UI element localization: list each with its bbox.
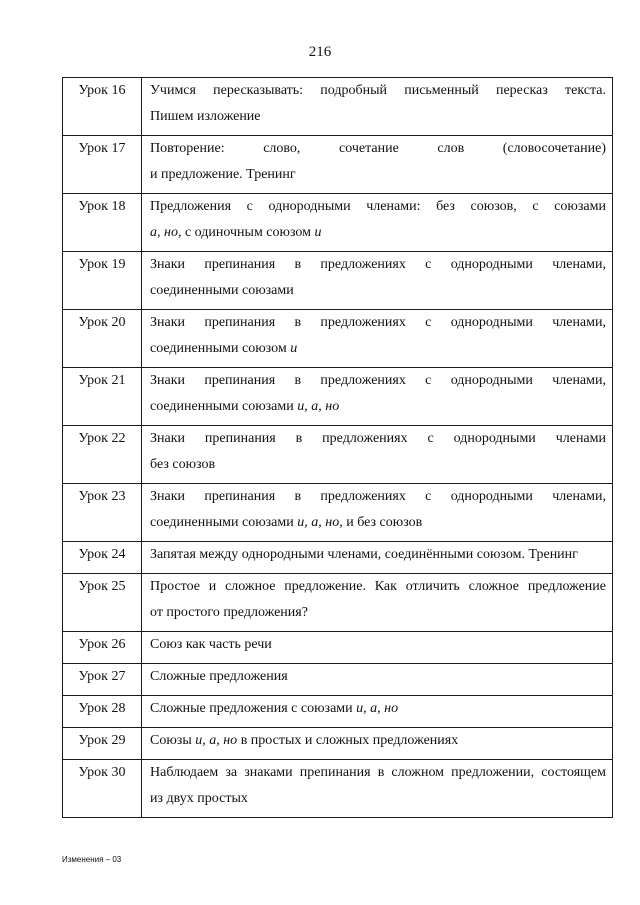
table-row bbox=[63, 368, 613, 426]
lesson-number: Урок 29 bbox=[63, 728, 142, 760]
topic-text: соединенными союзами bbox=[150, 399, 298, 414]
conjunction-italic: а, но, bbox=[150, 225, 182, 240]
topic-text: в простых и сложных предложениях bbox=[237, 733, 459, 748]
lesson-topic bbox=[142, 194, 613, 252]
lesson-plan-table bbox=[62, 77, 613, 818]
table-row bbox=[63, 194, 613, 252]
topic-line: соединенными союзами bbox=[150, 283, 294, 298]
table-row bbox=[63, 78, 613, 136]
topic-text: и без союзов bbox=[342, 515, 423, 530]
lesson-topic bbox=[142, 310, 613, 368]
topic-line: Знаки препинания в предложениях с однородными членами, bbox=[150, 315, 606, 330]
table-row bbox=[63, 728, 613, 760]
topic-line: и предложение. Тренинг bbox=[150, 167, 296, 182]
lesson-topic bbox=[142, 760, 613, 818]
table-row bbox=[63, 696, 613, 728]
revision-footer: Изменения – 03 bbox=[62, 855, 122, 864]
table-row bbox=[63, 252, 613, 310]
topic-line: Повторение: слово, сочетание слов (словосочетание) bbox=[150, 141, 606, 156]
table-row bbox=[63, 484, 613, 542]
topic-line: Пишем изложение bbox=[150, 109, 261, 124]
table-row bbox=[63, 664, 613, 696]
topic-line: Знаки препинания в предложениях с однородными членами, bbox=[150, 489, 606, 504]
page-number: 216 bbox=[308, 44, 332, 60]
lesson-topic bbox=[142, 542, 613, 574]
lesson-topic bbox=[142, 728, 613, 760]
topic-line: Знаки препинания в предложениях с однородными членами bbox=[150, 431, 606, 446]
topic-text: соединенными союзами bbox=[150, 515, 298, 530]
topic-line bbox=[150, 336, 606, 362]
lesson-number: Урок 24 bbox=[63, 542, 142, 574]
topic-line: Запятая между однородными членами, соединёнными союзом. Тренинг bbox=[150, 547, 578, 562]
topic-line bbox=[150, 394, 606, 420]
lesson-number: Урок 22 bbox=[63, 426, 142, 484]
topic-line: Наблюдаем за знаками препинания в сложном предложении, состоящем bbox=[150, 765, 606, 780]
topic-line: Предложения с однородными членами: без союзов, с союзами bbox=[150, 199, 606, 214]
table-row bbox=[63, 542, 613, 574]
lesson-topic bbox=[142, 252, 613, 310]
lesson-topic bbox=[142, 484, 613, 542]
lesson-number: Урок 20 bbox=[63, 310, 142, 368]
topic-text: соединенными союзом bbox=[150, 341, 291, 356]
topic-line: Сложные предложения bbox=[150, 669, 288, 684]
lesson-number: Урок 23 bbox=[63, 484, 142, 542]
lesson-topic bbox=[142, 574, 613, 632]
lesson-number: Урок 26 bbox=[63, 632, 142, 664]
table-row bbox=[63, 136, 613, 194]
conjunction-italic: и, а, но bbox=[195, 733, 238, 748]
topic-line bbox=[150, 510, 606, 536]
conjunction-italic: и bbox=[290, 341, 298, 356]
table-row bbox=[63, 760, 613, 818]
topic-line bbox=[150, 220, 606, 246]
topic-line: Знаки препинания в предложениях с однородными членами, bbox=[150, 373, 606, 388]
lesson-topic bbox=[142, 426, 613, 484]
topic-line: Союз как часть речи bbox=[150, 637, 272, 652]
lesson-number: Урок 19 bbox=[63, 252, 142, 310]
topic-line: из двух простых bbox=[150, 791, 248, 806]
topic-text: Сложные предложения с союзами bbox=[150, 701, 357, 716]
conjunction-italic: и, а, но, bbox=[297, 515, 343, 530]
conjunction-italic: и bbox=[314, 225, 322, 240]
conjunction-italic: и, а, но bbox=[297, 399, 340, 414]
topic-line: без союзов bbox=[150, 457, 216, 472]
topic-text: с одиночным союзом bbox=[181, 225, 315, 240]
table-row bbox=[63, 632, 613, 664]
topic-line bbox=[150, 728, 606, 754]
lesson-number: Урок 25 bbox=[63, 574, 142, 632]
topic-line bbox=[150, 696, 606, 722]
lesson-topic bbox=[142, 664, 613, 696]
lesson-number: Урок 27 bbox=[63, 664, 142, 696]
table-row bbox=[63, 574, 613, 632]
topic-line: Простое и сложное предложение. Как отличить сложное предложение bbox=[150, 579, 606, 594]
lesson-number: Урок 18 bbox=[63, 194, 142, 252]
lesson-topic bbox=[142, 136, 613, 194]
table-row bbox=[63, 310, 613, 368]
topic-line: Знаки препинания в предложениях с однородными членами, bbox=[150, 257, 606, 272]
lesson-topic bbox=[142, 632, 613, 664]
lesson-topic bbox=[142, 696, 613, 728]
lesson-number: Урок 16 bbox=[63, 78, 142, 136]
lesson-number: Урок 17 bbox=[63, 136, 142, 194]
lesson-topic bbox=[142, 78, 613, 136]
lesson-number: Урок 30 bbox=[63, 760, 142, 818]
lesson-topic bbox=[142, 368, 613, 426]
lesson-number: Урок 28 bbox=[63, 696, 142, 728]
topic-text: Союзы bbox=[150, 733, 196, 748]
topic-line: Учимся пересказывать: подробный письменный пересказ текста. bbox=[150, 83, 606, 98]
lesson-number: Урок 21 bbox=[63, 368, 142, 426]
topic-line: от простого предложения? bbox=[150, 605, 308, 620]
table-row bbox=[63, 426, 613, 484]
conjunction-italic: и, а, но bbox=[356, 701, 399, 716]
